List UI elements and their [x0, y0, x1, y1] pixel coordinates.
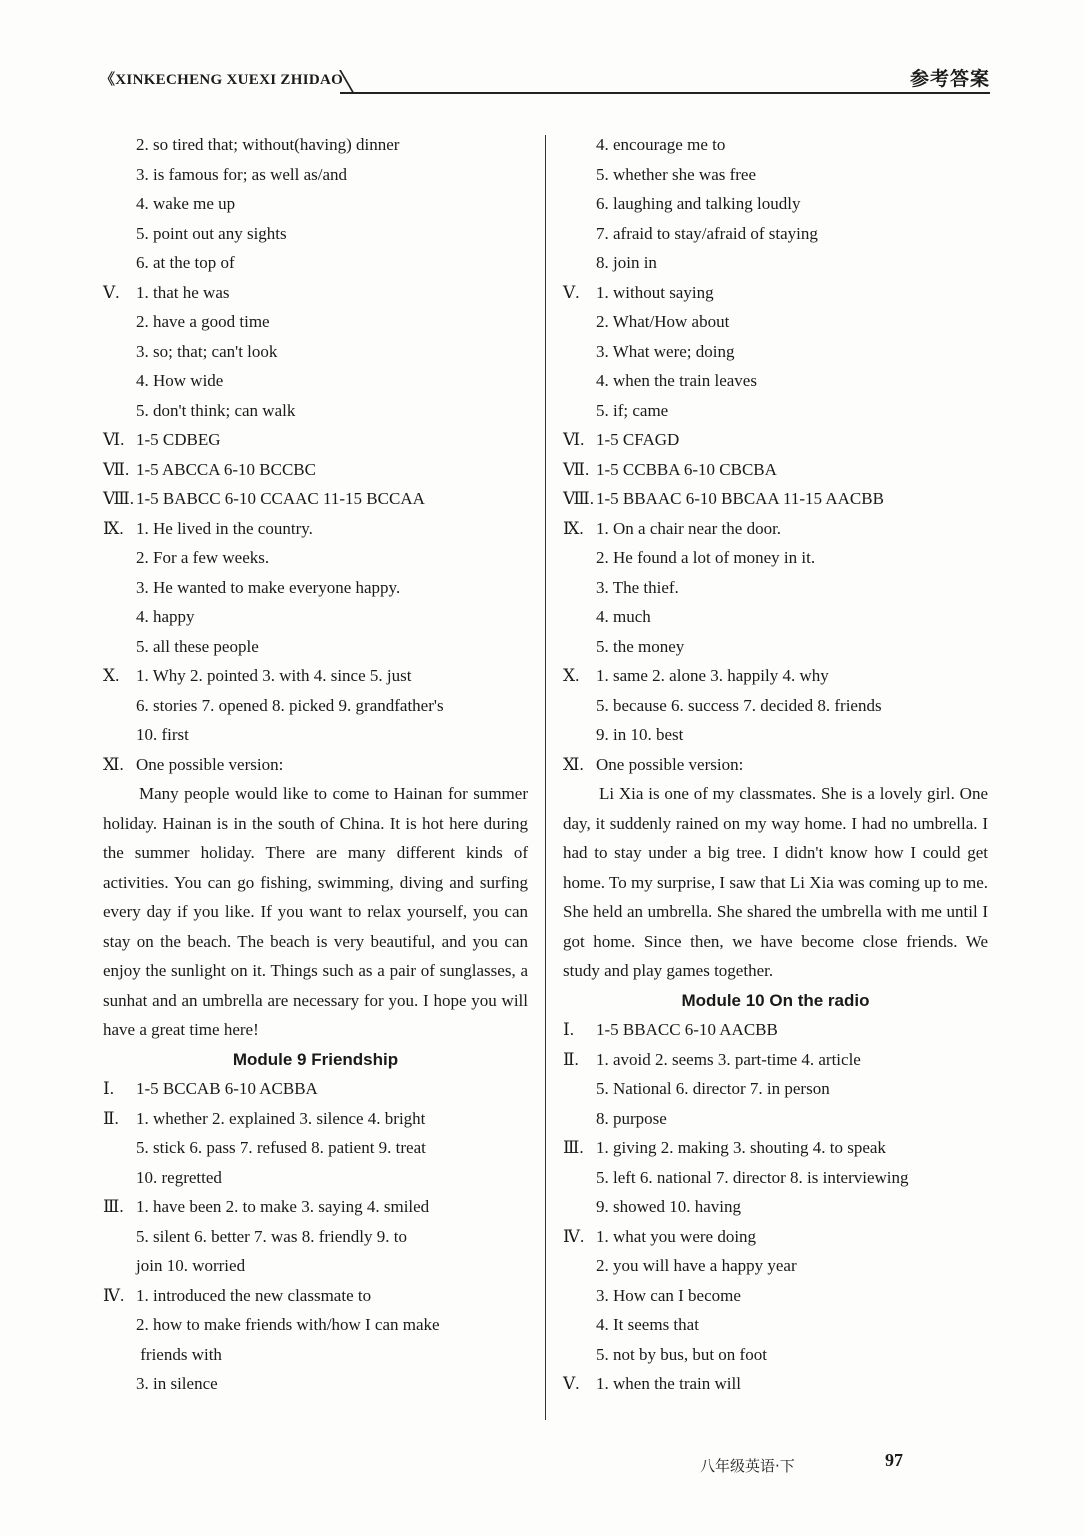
header-rule — [340, 92, 990, 94]
answer-text: 5. point out any sights — [136, 223, 287, 243]
answer-text: 5. left 6. national 7. director 8. is interviewing — [596, 1167, 909, 1187]
answer-line — [103, 1369, 528, 1399]
answer-text: 5. all these people — [136, 636, 259, 656]
answer-text: 1-5 BABCC 6-10 CCAAC 11-15 BCCAA — [136, 489, 425, 508]
page-header — [100, 62, 990, 98]
answer-text: 6. laughing and talking loudly — [596, 194, 801, 213]
answer-line — [563, 455, 988, 485]
answer-line — [103, 661, 528, 691]
answer-text: 10. regretted — [136, 1167, 222, 1187]
roman-numeral: Ⅸ. — [563, 518, 584, 538]
answer-line — [103, 307, 528, 337]
answer-text: 4. encourage me to — [596, 135, 726, 154]
answer-text: 6. at the top of — [136, 253, 235, 272]
answer-text: 1. whether 2. explained 3. silence 4. bright — [136, 1108, 426, 1128]
answer-text: join 10. worried — [136, 1256, 246, 1275]
right-column — [563, 130, 988, 1399]
answer-text: 1-5 BCCAB 6-10 ACBBA — [136, 1079, 318, 1098]
answer-text: 1. giving 2. making 3. shouting 4. to speak — [596, 1138, 886, 1157]
answer-line — [103, 396, 528, 426]
answer-line — [563, 484, 988, 514]
answer-line — [103, 632, 528, 662]
answer-text: 3. He wanted to make everyone happy. — [136, 577, 401, 597]
roman-numeral: Ⅴ. — [563, 1374, 580, 1393]
answer-line — [103, 248, 528, 278]
answer-text: 5. not by bus, but on foot — [596, 1344, 767, 1364]
answer-line — [563, 1163, 988, 1193]
footer-grade: 八年级英语·下 — [700, 1457, 795, 1475]
answer-text: 2. how to make friends with/how I can make — [136, 1315, 440, 1334]
roman-numeral: Ⅺ. — [103, 754, 124, 774]
answer-line — [563, 219, 988, 249]
answer-line — [103, 543, 528, 573]
answer-text: 2. What/How about — [596, 312, 730, 331]
roman-numeral: Ⅶ. — [563, 459, 590, 479]
roman-numeral: Ⅹ. — [103, 666, 120, 685]
answer-line — [103, 750, 528, 780]
answer-text: 6. stories 7. opened 8. picked 9. grandfather's — [136, 695, 444, 715]
answer-line — [563, 396, 988, 426]
answer-text: 3. is famous for; as well as/and — [136, 164, 348, 184]
answer-line — [103, 1163, 528, 1193]
answer-text: 2. so tired that; without(having) dinner — [136, 135, 400, 154]
answer-line — [563, 1074, 988, 1104]
answer-text: 1-5 BBACC 6-10 AACBB — [596, 1020, 778, 1039]
answer-line — [103, 1222, 528, 1252]
answer-line — [103, 1074, 528, 1104]
left-column — [103, 130, 528, 1399]
answer-line — [563, 248, 988, 278]
essay-text: Many people would like to come to Hainan for summer holiday. Hainan is in the south of China. It is hot here during the summer holiday. There are many different kinds of activities. You can go fishing, swimming, diving and surfing every day if you like. If you want to relax yourself, you can stay on the beach. The beach is very beautiful, and you can enjoy the sunlight on it. Things such as a pair of sunglasses, a sunhat and an umbrella are necessary for you. I hope you will have a great time here! — [103, 784, 528, 1039]
answer-line — [563, 1045, 988, 1075]
answer-text: 1. that he was — [136, 282, 230, 302]
answer-text: 1. introduced the new classmate to — [136, 1285, 372, 1305]
answer-text: 5. National 6. director 7. in person — [596, 1079, 830, 1098]
answer-line — [563, 1369, 988, 1399]
answer-line — [563, 602, 988, 632]
answer-line — [103, 602, 528, 632]
answer-text: 1-5 ABCCA 6-10 BCCBC — [136, 459, 316, 479]
answer-line — [563, 1222, 988, 1252]
answer-line — [563, 1281, 988, 1311]
roman-numeral: Ⅰ. — [563, 1020, 574, 1039]
column-divider — [545, 135, 546, 1420]
answer-line — [563, 337, 988, 367]
answer-text: 1-5 BBAAC 6-10 BBCAA 11-15 AACBB — [596, 489, 884, 508]
answer-text: 1. Why 2. pointed 3. with 4. since 5. just — [136, 666, 412, 685]
answer-line — [563, 160, 988, 190]
answer-line — [563, 750, 988, 780]
answer-text: 5. stick 6. pass 7. refused 8. patient 9. treat — [136, 1138, 426, 1157]
answer-line — [103, 1340, 528, 1370]
roman-numeral: Ⅰ. — [103, 1079, 114, 1098]
roman-numeral: Ⅵ. — [563, 430, 585, 449]
answer-line — [103, 337, 528, 367]
roman-numeral: Ⅶ. — [103, 459, 130, 479]
answer-line — [103, 455, 528, 485]
answer-line — [103, 514, 528, 544]
roman-numeral: Ⅲ. — [563, 1138, 584, 1157]
answer-line — [563, 189, 988, 219]
answer-text: 4. It seems that — [596, 1315, 699, 1334]
answer-text: 3. in silence — [136, 1374, 218, 1393]
roman-numeral: Ⅷ. — [563, 489, 595, 508]
answer-line — [563, 1015, 988, 1045]
answer-text: 1. same 2. alone 3. happily 4. why — [596, 666, 829, 685]
answer-line — [103, 219, 528, 249]
answer-line — [103, 1133, 528, 1163]
answer-line — [103, 691, 528, 721]
answer-text: friends with — [136, 1344, 222, 1364]
roman-numeral: Ⅳ. — [563, 1226, 585, 1246]
roman-numeral: Ⅳ. — [103, 1285, 125, 1305]
roman-numeral: Ⅹ. — [563, 666, 580, 685]
answer-line — [563, 278, 988, 308]
answer-text: 1. He lived in the country. — [136, 518, 313, 538]
answer-line — [103, 1310, 528, 1340]
answer-text: One possible version: — [136, 754, 284, 774]
answer-text: 1-5 CCBBA 6-10 CBCBA — [596, 459, 777, 479]
roman-numeral: Ⅱ. — [563, 1049, 579, 1069]
answer-text: 1. avoid 2. seems 3. part-time 4. article — [596, 1049, 861, 1069]
module-heading: Module 10 On the radio — [681, 990, 870, 1010]
answer-text: 3. The thief. — [596, 577, 679, 597]
answer-line — [563, 307, 988, 337]
answer-text: 1. have been 2. to make 3. saying 4. smiled — [136, 1197, 430, 1216]
answer-line — [563, 632, 988, 662]
answer-line — [563, 720, 988, 750]
answer-line — [563, 543, 988, 573]
answer-text: 3. What were; doing — [596, 341, 735, 361]
answer-text: 4. wake me up — [136, 194, 236, 213]
answer-text: 5. if; came — [596, 400, 669, 420]
module-heading: Module 9 Friendship — [232, 1049, 399, 1069]
essay-text: Li Xia is one of my classmates. She is a lovely girl. One day, it suddenly rained on my way home. I had no umbrella. I had to stay under a big tree. I didn't know how I could get home. To my surprise, I saw that Li Xia was coming up to me. She held an umbrella. She shared the umbrella with me until I got home. Since then, we have become close friends. We study and play games together. — [563, 784, 988, 980]
answer-line — [103, 366, 528, 396]
section-title: 参考答案 — [909, 68, 990, 90]
answer-text: 4. How wide — [136, 371, 224, 390]
answer-text: 4. happy — [136, 607, 195, 626]
answer-line — [103, 1104, 528, 1134]
answer-text: 9. showed 10. having — [596, 1197, 741, 1216]
answer-line — [103, 484, 528, 514]
answer-line — [563, 130, 988, 160]
answer-text: 7. afraid to stay/afraid of staying — [596, 223, 818, 243]
roman-numeral: Ⅴ. — [563, 282, 580, 302]
roman-numeral: Ⅲ. — [103, 1197, 124, 1216]
answer-line — [103, 1281, 528, 1311]
answer-line — [563, 1192, 988, 1222]
answer-text: 8. join in — [596, 253, 657, 272]
answer-text: One possible version: — [596, 754, 744, 774]
answer-text: 4. when the train leaves — [596, 371, 757, 390]
answer-text: 5. silent 6. better 7. was 8. friendly 9. to — [136, 1226, 408, 1246]
answer-line — [103, 160, 528, 190]
brand-title: 《XINKECHENG XUEXI ZHIDAO — [100, 72, 344, 88]
answer-text: 5. whether she was free — [596, 164, 757, 184]
answer-line — [103, 189, 528, 219]
answer-text: 5. the money — [596, 636, 685, 656]
answer-line — [103, 1251, 528, 1281]
answer-text: 10. first — [136, 725, 189, 744]
answer-line — [563, 514, 988, 544]
answer-line — [563, 425, 988, 455]
answer-text: 1-5 CDBEG — [136, 430, 221, 449]
roman-numeral: Ⅵ. — [103, 430, 125, 449]
roman-numeral: Ⅷ. — [103, 489, 135, 508]
answer-text: 2. have a good time — [136, 312, 270, 331]
answer-line — [563, 1251, 988, 1281]
answer-line — [103, 130, 528, 160]
roman-numeral: Ⅴ. — [103, 282, 120, 302]
answer-text: 1. On a chair near the door. — [596, 518, 782, 538]
answer-line — [563, 1310, 988, 1340]
answer-text: 1. when the train will — [596, 1374, 741, 1393]
answer-line — [563, 1133, 988, 1163]
answer-text: 3. How can I become — [596, 1285, 741, 1305]
roman-numeral: Ⅺ. — [563, 754, 584, 774]
answer-line — [563, 1340, 988, 1370]
answer-line — [563, 661, 988, 691]
answer-line — [563, 366, 988, 396]
answer-line — [563, 691, 988, 721]
answer-text: 2. He found a lot of money in it. — [596, 548, 816, 567]
answer-text: 5. because 6. success 7. decided 8. friends — [596, 695, 882, 715]
answer-line — [103, 278, 528, 308]
answer-text: 3. so; that; can't look — [136, 341, 278, 361]
answer-line — [103, 720, 528, 750]
answer-text: 1-5 CFAGD — [596, 430, 680, 449]
answer-line — [563, 573, 988, 603]
answer-text: 5. don't think; can walk — [136, 400, 296, 420]
roman-numeral: Ⅱ. — [103, 1108, 119, 1128]
answer-line — [103, 425, 528, 455]
answer-text: 1. what you were doing — [596, 1226, 757, 1246]
model-essay — [563, 779, 988, 986]
answer-line — [103, 573, 528, 603]
answer-line — [563, 1104, 988, 1134]
roman-numeral: Ⅸ. — [103, 518, 124, 538]
answer-text: 2. For a few weeks. — [136, 548, 270, 567]
answer-text: 8. purpose — [596, 1108, 667, 1128]
answer-text: 4. much — [596, 607, 651, 626]
answer-line — [103, 1192, 528, 1222]
answer-text: 2. you will have a happy year — [596, 1256, 797, 1275]
answer-text: 9. in 10. best — [596, 725, 684, 744]
answer-text: 1. without saying — [596, 282, 714, 302]
page-number: 97 — [885, 1450, 903, 1470]
model-essay — [103, 779, 528, 1045]
